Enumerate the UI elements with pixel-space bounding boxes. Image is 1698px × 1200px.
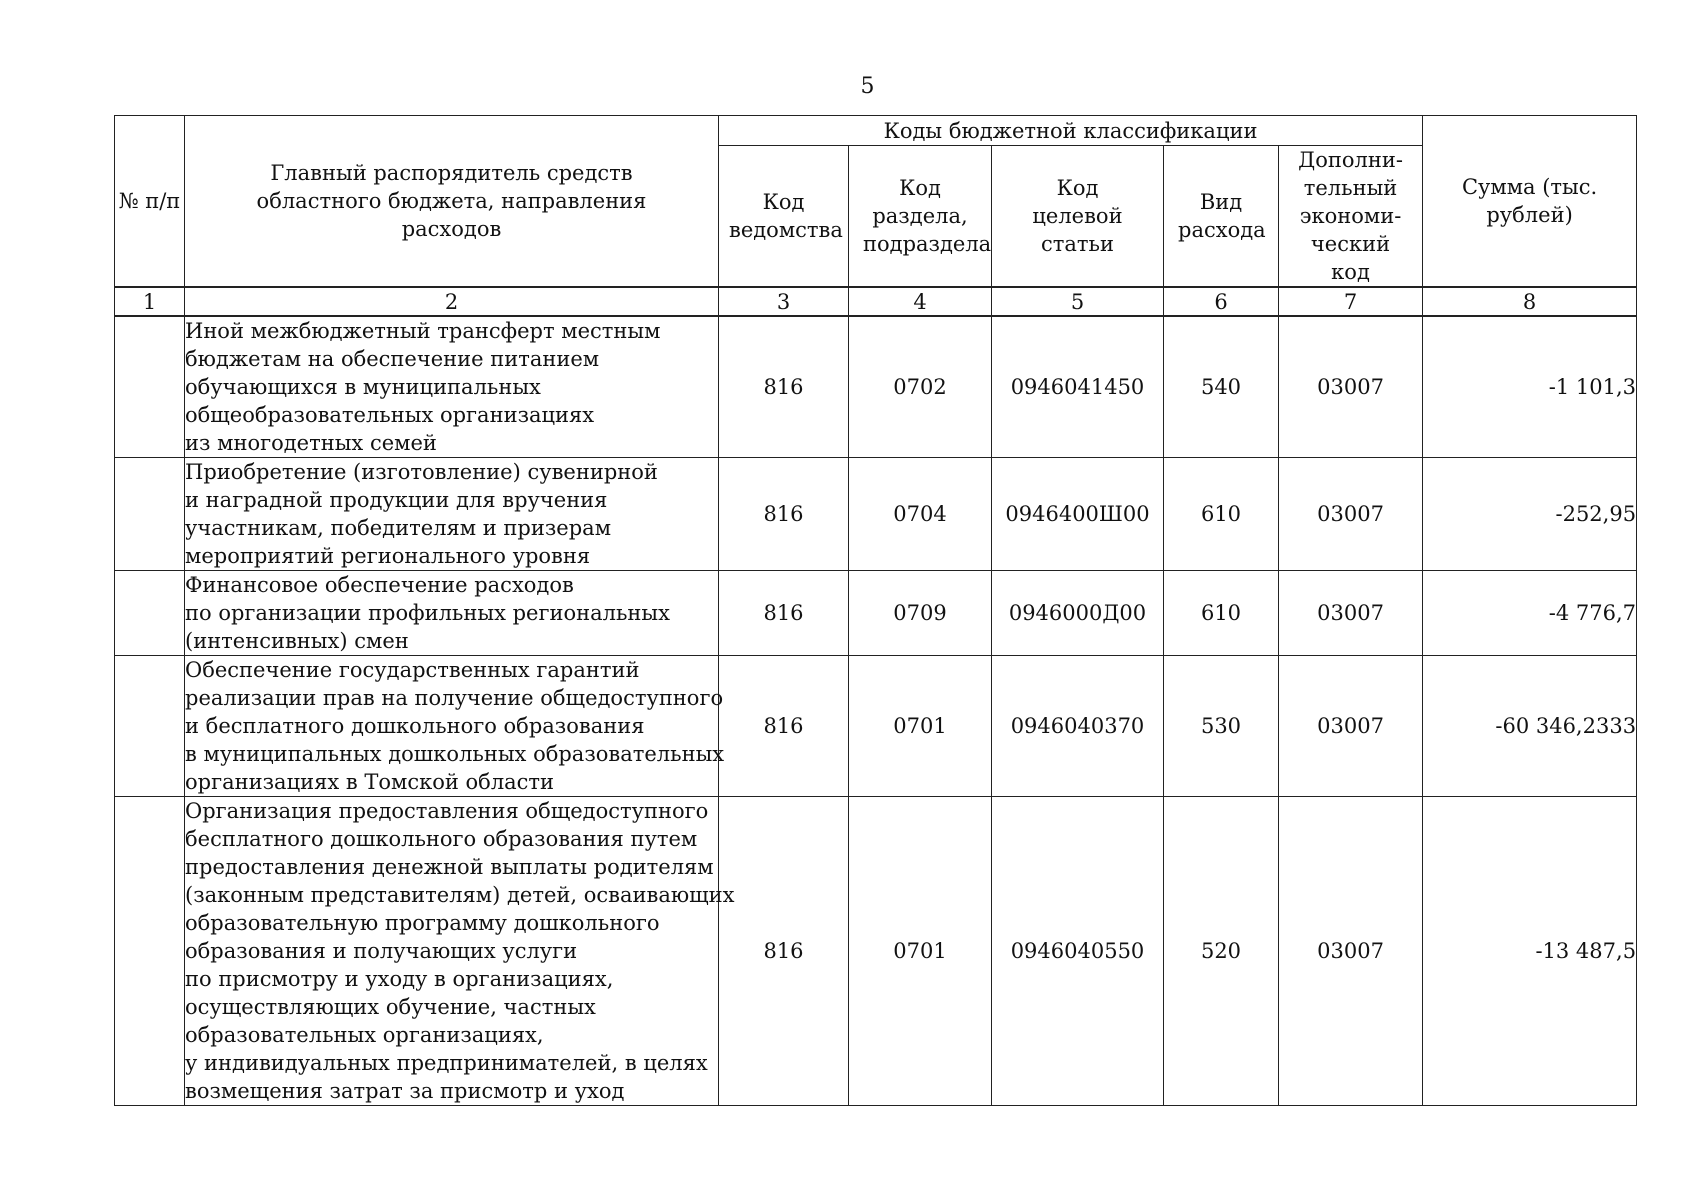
description-line: Приобретение (изготовление) сувенирной — [185, 460, 658, 484]
additional-code: 03007 — [1279, 316, 1423, 458]
target-code: 0946041450 — [992, 316, 1164, 458]
row-number — [115, 571, 185, 656]
column-number: 1 — [115, 287, 185, 316]
table-row — [115, 656, 1637, 797]
column-number: 4 — [849, 287, 992, 316]
row-description — [185, 458, 719, 571]
description-line: бюджетам на обеспечение питанием — [185, 347, 600, 371]
dept-code: 816 — [719, 316, 849, 458]
row-number — [115, 458, 185, 571]
sum-value: -60 346,2333 — [1423, 656, 1637, 797]
header-additional-code: Дополни-тельный экономи-ческий код — [1279, 146, 1423, 288]
description-line: осуществляющих обучение, частных — [185, 995, 596, 1019]
table-row — [115, 797, 1637, 1106]
page-number: 5 — [860, 74, 875, 99]
column-number-row — [115, 287, 1637, 316]
additional-code: 03007 — [1279, 571, 1423, 656]
header-main: Главный распорядитель средств областного бюджета, направления расходов — [185, 116, 719, 288]
description-line: Иной межбюджетный трансферт местным — [185, 319, 661, 343]
description-line: и бесплатного дошкольного образования — [185, 714, 645, 738]
dept-code: 816 — [719, 797, 849, 1106]
additional-code: 03007 — [1279, 458, 1423, 571]
sum-value: -4 776,7 — [1423, 571, 1637, 656]
target-code: 0946400Ш00 — [992, 458, 1164, 571]
column-number: 7 — [1279, 287, 1423, 316]
table-row — [115, 458, 1637, 571]
description-line: в муниципальных дошкольных образовательных — [185, 742, 725, 766]
column-number: 2 — [185, 287, 719, 316]
row-description — [185, 656, 725, 797]
section-code: 0704 — [849, 458, 992, 571]
column-number: 8 — [1423, 287, 1637, 316]
description-line: по организации профильных региональных — [185, 601, 670, 625]
header-expense-type: Вид расхода — [1164, 146, 1279, 288]
description-line: Организация предоставления общедоступного — [185, 799, 709, 823]
header-classification-group: Коды бюджетной классификации — [719, 116, 1423, 146]
budget-table — [114, 115, 1637, 1106]
column-number: 6 — [1164, 287, 1279, 316]
target-code: 0946040550 — [992, 797, 1164, 1106]
dept-code: 816 — [719, 458, 849, 571]
section-code: 0701 — [849, 797, 992, 1106]
description-line: образовательных организациях, — [185, 1023, 544, 1047]
table-row — [115, 316, 1637, 458]
row-description — [185, 571, 719, 656]
description-line: Обеспечение государственных гарантий — [185, 658, 640, 682]
description-line: общеобразовательных организациях — [185, 403, 595, 427]
section-code: 0701 — [849, 656, 992, 797]
expense-type: 540 — [1164, 316, 1279, 458]
description-line: из многодетных семей — [185, 431, 437, 455]
row-description — [185, 797, 735, 1106]
description-line: мероприятий регионального уровня — [185, 544, 591, 568]
description-line: Финансовое обеспечение расходов — [185, 573, 574, 597]
header-dept-code: Код ведомства — [719, 146, 849, 288]
dept-code: 816 — [719, 571, 849, 656]
header-target-code: Код целевой статьи — [992, 146, 1164, 288]
header-section-code: Код раздела, подраздела — [849, 146, 992, 288]
sum-value: -252,95 — [1423, 458, 1637, 571]
expense-type: 610 — [1164, 571, 1279, 656]
description-line: и наградной продукции для вручения — [185, 488, 608, 512]
sum-value: -13 487,5 — [1423, 797, 1637, 1106]
target-code: 0946040370 — [992, 656, 1164, 797]
description-line: у индивидуальных предпринимателей, в целях — [185, 1051, 708, 1075]
description-line: организациях в Томской области — [185, 770, 555, 794]
description-line: возмещения затрат за присмотр и уход — [185, 1079, 625, 1103]
description-line: (интенсивных) смен — [185, 629, 409, 653]
section-code: 0709 — [849, 571, 992, 656]
table-row — [115, 571, 1637, 656]
expense-type: 610 — [1164, 458, 1279, 571]
description-line: реализации прав на получение общедоступного — [185, 686, 724, 710]
header-row-top — [115, 116, 1637, 146]
dept-code: 816 — [719, 656, 849, 797]
description-line: по присмотру и уходу в организациях, — [185, 967, 614, 991]
sum-value: -1 101,3 — [1423, 316, 1637, 458]
description-line: образования и получающих услуги — [185, 939, 578, 963]
header-num: № п/п — [115, 116, 185, 288]
row-description — [185, 316, 719, 458]
header-sum: Сумма (тыс. рублей) — [1423, 116, 1637, 288]
target-code: 0946000Д00 — [992, 571, 1164, 656]
description-line: бесплатного дошкольного образования путем — [185, 827, 698, 851]
row-number — [115, 656, 185, 797]
expense-type: 530 — [1164, 656, 1279, 797]
row-number — [115, 316, 185, 458]
expense-type: 520 — [1164, 797, 1279, 1106]
description-line: обучающихся в муниципальных — [185, 375, 541, 399]
additional-code: 03007 — [1279, 656, 1423, 797]
description-line: (законным представителям) детей, осваивающих — [185, 883, 735, 907]
column-number: 5 — [992, 287, 1164, 316]
additional-code: 03007 — [1279, 797, 1423, 1106]
description-line: образовательную программу дошкольного — [185, 911, 660, 935]
description-line: участникам, победителям и призерам — [185, 516, 612, 540]
section-code: 0702 — [849, 316, 992, 458]
column-number: 3 — [719, 287, 849, 316]
description-line: предоставления денежной выплаты родителям — [185, 855, 714, 879]
row-number — [115, 797, 185, 1106]
